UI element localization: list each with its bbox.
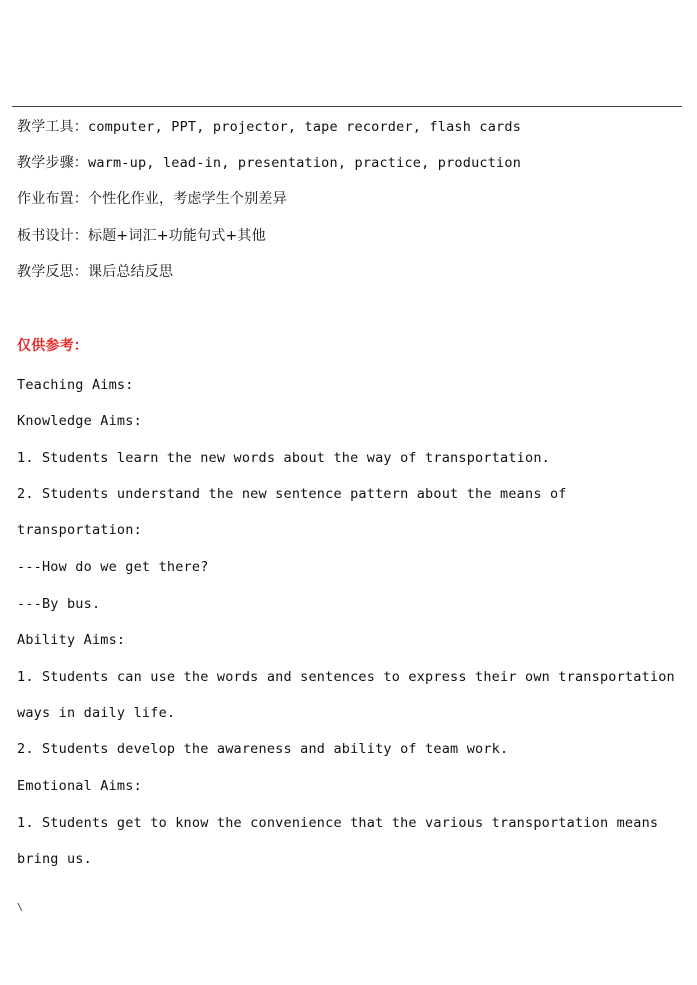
- top-divider: [12, 106, 682, 107]
- tools-label: 教学工具：: [17, 119, 88, 135]
- ability-aim-2: 2. Students develop the awareness and ability of team work.: [17, 741, 509, 757]
- tools-line: [17, 118, 521, 136]
- ability-aim-1-line-2: ways in daily life.: [17, 705, 176, 721]
- board-line: [17, 227, 266, 245]
- dialog-question: ---How do we get there?: [17, 559, 209, 575]
- teaching-aims-heading: Teaching Aims:: [17, 377, 134, 393]
- dialog-answer: ---By bus.: [17, 596, 101, 612]
- footer-mark: \: [17, 902, 24, 913]
- reflection-value: 课后总结反思: [88, 264, 174, 280]
- steps-line: [17, 154, 521, 172]
- reflection-line: [17, 263, 173, 281]
- emotional-aims-heading: Emotional Aims:: [17, 778, 142, 794]
- knowledge-aim-2-line-1: 2. Students understand the new sentence pattern about the means of: [17, 486, 567, 502]
- emotional-aim-1-line-2: bring us.: [17, 851, 92, 867]
- homework-label: 作业布置：: [17, 191, 88, 207]
- tools-value: computer, PPT, projector, tape recorder, flash cards: [88, 119, 522, 135]
- emotional-aim-1-line-1: 1. Students get to know the convenience that the various transportation means: [17, 815, 659, 831]
- knowledge-aim-1: 1. Students learn the new words about the way of transportation.: [17, 450, 550, 466]
- board-label: 板书设计：: [17, 228, 88, 244]
- steps-value: warm-up, lead-in, presentation, practice, production: [88, 155, 522, 171]
- board-value: 标题+词汇+功能句式+其他: [88, 228, 266, 244]
- knowledge-aim-2-line-2: transportation:: [17, 522, 142, 538]
- knowledge-aims-heading: Knowledge Aims:: [17, 413, 142, 429]
- homework-line: [17, 190, 287, 208]
- steps-label: 教学步骤：: [17, 155, 88, 171]
- ability-aim-1-line-1: 1. Students can use the words and sentences to express their own transportation: [17, 669, 675, 685]
- reference-heading: 仅供参考：: [17, 338, 88, 354]
- ability-aims-heading: Ability Aims:: [17, 632, 126, 648]
- reflection-label: 教学反思：: [17, 264, 88, 280]
- homework-value: 个性化作业，考虑学生个别差异: [88, 191, 287, 207]
